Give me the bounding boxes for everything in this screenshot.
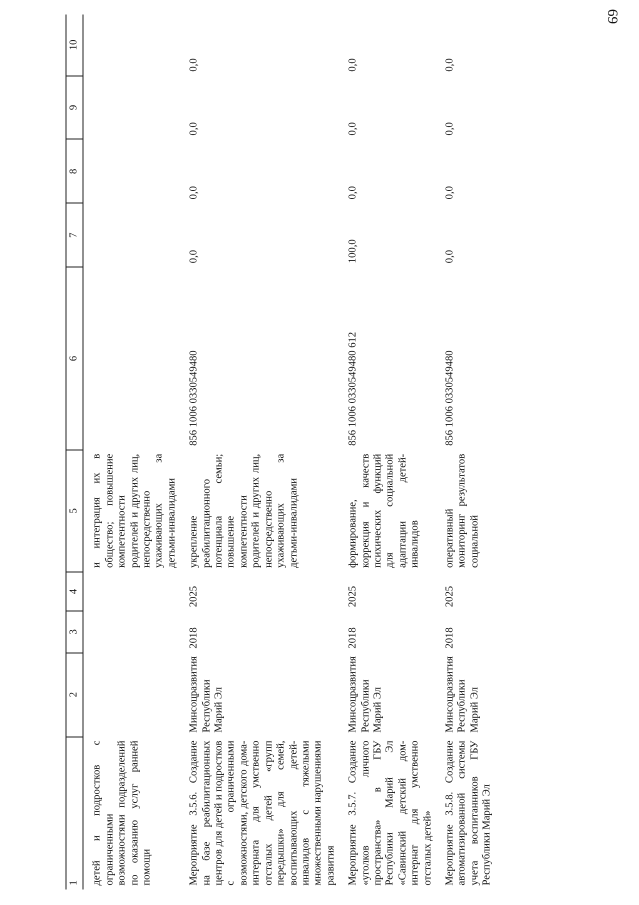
table-row [181, 15, 340, 890]
cell-value-7: 100,0 [347, 239, 359, 264]
cell-measure: Мероприятие 3.5.8. Создание автоматизированной системы учета воспитанников ГБУ Республики Марий Эл [444, 740, 493, 886]
cell-end-year: 2025 [347, 585, 359, 608]
cell-value-7: 0,0 [188, 249, 200, 264]
table-row [83, 15, 180, 890]
cell-result: оперативный мониторинг результатов социальной [444, 453, 481, 568]
table-row [436, 15, 496, 890]
cell-value-10: 0,0 [444, 58, 456, 72]
cell-budget-code [83, 267, 180, 450]
cell-end-year: 2025 [188, 585, 200, 608]
cell-value-9: 0,0 [444, 122, 456, 136]
cell-start-year: 2018 [444, 627, 456, 649]
cell-value-7: 0,0 [444, 249, 456, 264]
cell-value-9: 0,0 [188, 122, 200, 136]
cell-value-7 [83, 203, 180, 267]
header-col-6: 6 [66, 267, 83, 450]
cell-start-year [83, 611, 180, 652]
header-col-7: 7 [66, 203, 83, 267]
page-number: 69 [604, 9, 620, 24]
header-col-8: 8 [66, 139, 83, 203]
header-col-10: 10 [66, 15, 83, 76]
cell-value-8: 0,0 [444, 186, 456, 200]
cell-result: и интеграция их в общество; повышение компетентности родителей и других лиц, непосредственно ухаживающих за детьми-инвалидами [91, 453, 178, 568]
table-header-row [66, 15, 83, 890]
cell-measure: Мероприятие 3.5.6. Создание на базе реабилитационных центров для детей и подростков с ограниченными возможностями, детского дома-интерната для умственно отсталых детей «групп передышки» для семей, воспитывающих детей-инвалидов с тяжелыми множественными нарушениями развития [188, 740, 337, 886]
cell-measure: Мероприятие 3.5.7. Создание «уголков личного пространства» в ГБУ Республики Марий Эл «Савинский детский дом-интернат для умственно отсталых детей» [347, 740, 434, 886]
cell-value-10: 0,0 [188, 58, 200, 72]
cell-start-year: 2018 [347, 627, 359, 649]
header-col-3: 3 [66, 611, 83, 652]
header-col-2: 2 [66, 653, 83, 737]
cell-budget-code: 856 1006 0330549480 612 [347, 331, 359, 446]
cell-executor: Минсоцразвития Республики Марий Эл [347, 656, 384, 733]
cell-result: формирование, коррекция и качеств психических функций для социальной адаптации детей-инвалидов [347, 453, 421, 568]
cell-executor: Минсоцразвития Республики Марий Эл [444, 656, 481, 733]
cell-value-8 [83, 139, 180, 203]
cell-value-9 [83, 76, 180, 140]
header-col-4: 4 [66, 572, 83, 611]
cell-value-10: 0,0 [347, 58, 359, 72]
cell-value-8: 0,0 [347, 186, 359, 200]
cell-end-year [83, 572, 180, 611]
header-col-1: 1 [66, 737, 83, 890]
cell-value-8: 0,0 [188, 186, 200, 200]
table-row [340, 15, 437, 890]
cell-budget-code: 856 1006 0330549480 [188, 350, 200, 446]
cell-measure: детей и подростков с ограниченными возможностями подразделений по оказанию услуг ранней помощи [91, 740, 153, 886]
cell-budget-code: 856 1006 0330549480 [444, 350, 456, 446]
cell-result: укрепление реабилитационного потенциала семьи; повышение компетентности родителей и других лиц, непосредственно ухаживающих за детьми-инвалидами [188, 453, 299, 568]
program-measures-table [66, 15, 497, 890]
header-col-9: 9 [66, 76, 83, 140]
cell-executor [83, 653, 180, 737]
rotated-table-container [66, 15, 574, 890]
cell-value-9: 0,0 [347, 122, 359, 136]
cell-executor: Минсоцразвития Республики Марий Эл [188, 656, 225, 733]
header-col-5: 5 [66, 450, 83, 572]
cell-end-year: 2025 [444, 585, 456, 608]
cell-start-year: 2018 [188, 627, 200, 649]
cell-value-10 [83, 15, 180, 76]
